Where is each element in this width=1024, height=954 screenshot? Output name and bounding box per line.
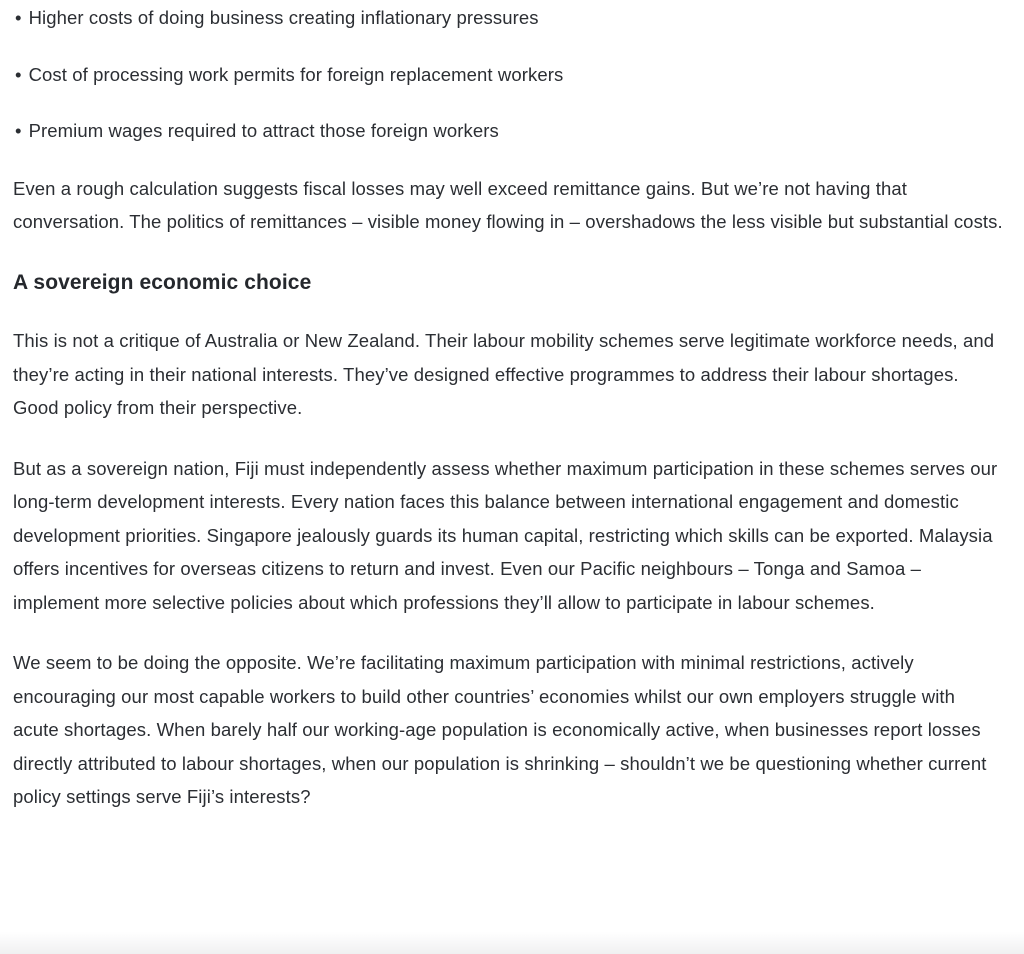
bullet-marker: • xyxy=(15,120,22,141)
bullet-list xyxy=(13,1,1006,148)
bullet-text: Cost of processing work permits for foreign replacement workers xyxy=(28,63,564,85)
section-heading: A sovereign economic choice xyxy=(13,270,312,294)
bullet-marker: • xyxy=(15,63,22,85)
bullet-item xyxy=(13,1,1006,35)
bottom-fade xyxy=(0,932,1024,954)
bullet-text: Premium wages required to attract those foreign workers xyxy=(28,120,499,141)
bullet-item xyxy=(13,114,1006,148)
paragraph-sovereign-nation: But as a sovereign nation, Fiji must independently assess whether maximum participation in these schemes serves our long-term development interests. Every nation faces this balance between international engagement and domestic development priorities. Singapore jealously guards its human capital, restricting which skills can be exported. Malaysia offers incentives for overseas citizens to return and invest. Even our Pacific neighbours – Tonga and Samoa – implement more selective policies about which professions they’ll allow to participate in labour schemes. xyxy=(13,457,998,613)
bullet-item xyxy=(13,58,1006,92)
bullet-text: Higher costs of doing business creating inflationary pressures xyxy=(28,7,539,28)
paragraph-doing-opposite: We seem to be doing the opposite. We’re facilitating maximum participation with minimal restrictions, actively encouraging our most capable workers to build other countries’ economies whilst our own employers struggle with acute shortages. When barely half our working-age population is economically active, when businesses report losses directly attributed to labour shortages, when our population is shrinking – shouldn’t we be questioning whether current policy settings serve Fiji’s interests? xyxy=(13,652,987,807)
paragraph-fiscal-costs: Even a rough calculation suggests fiscal losses may well exceed remittance gains. But we’re not having that conversation. The politics of remittances – visible money flowing in – overshadows the less visible but substantial costs. xyxy=(13,177,1003,232)
paragraph-critique: This is not a critique of Australia or New Zealand. Their labour mobility schemes serve legitimate workforce needs, and they’re acting in their national interests. They’ve designed effective programmes to address their labour shortages. Good policy from their perspective. xyxy=(13,330,995,418)
bullet-marker: • xyxy=(15,7,22,28)
